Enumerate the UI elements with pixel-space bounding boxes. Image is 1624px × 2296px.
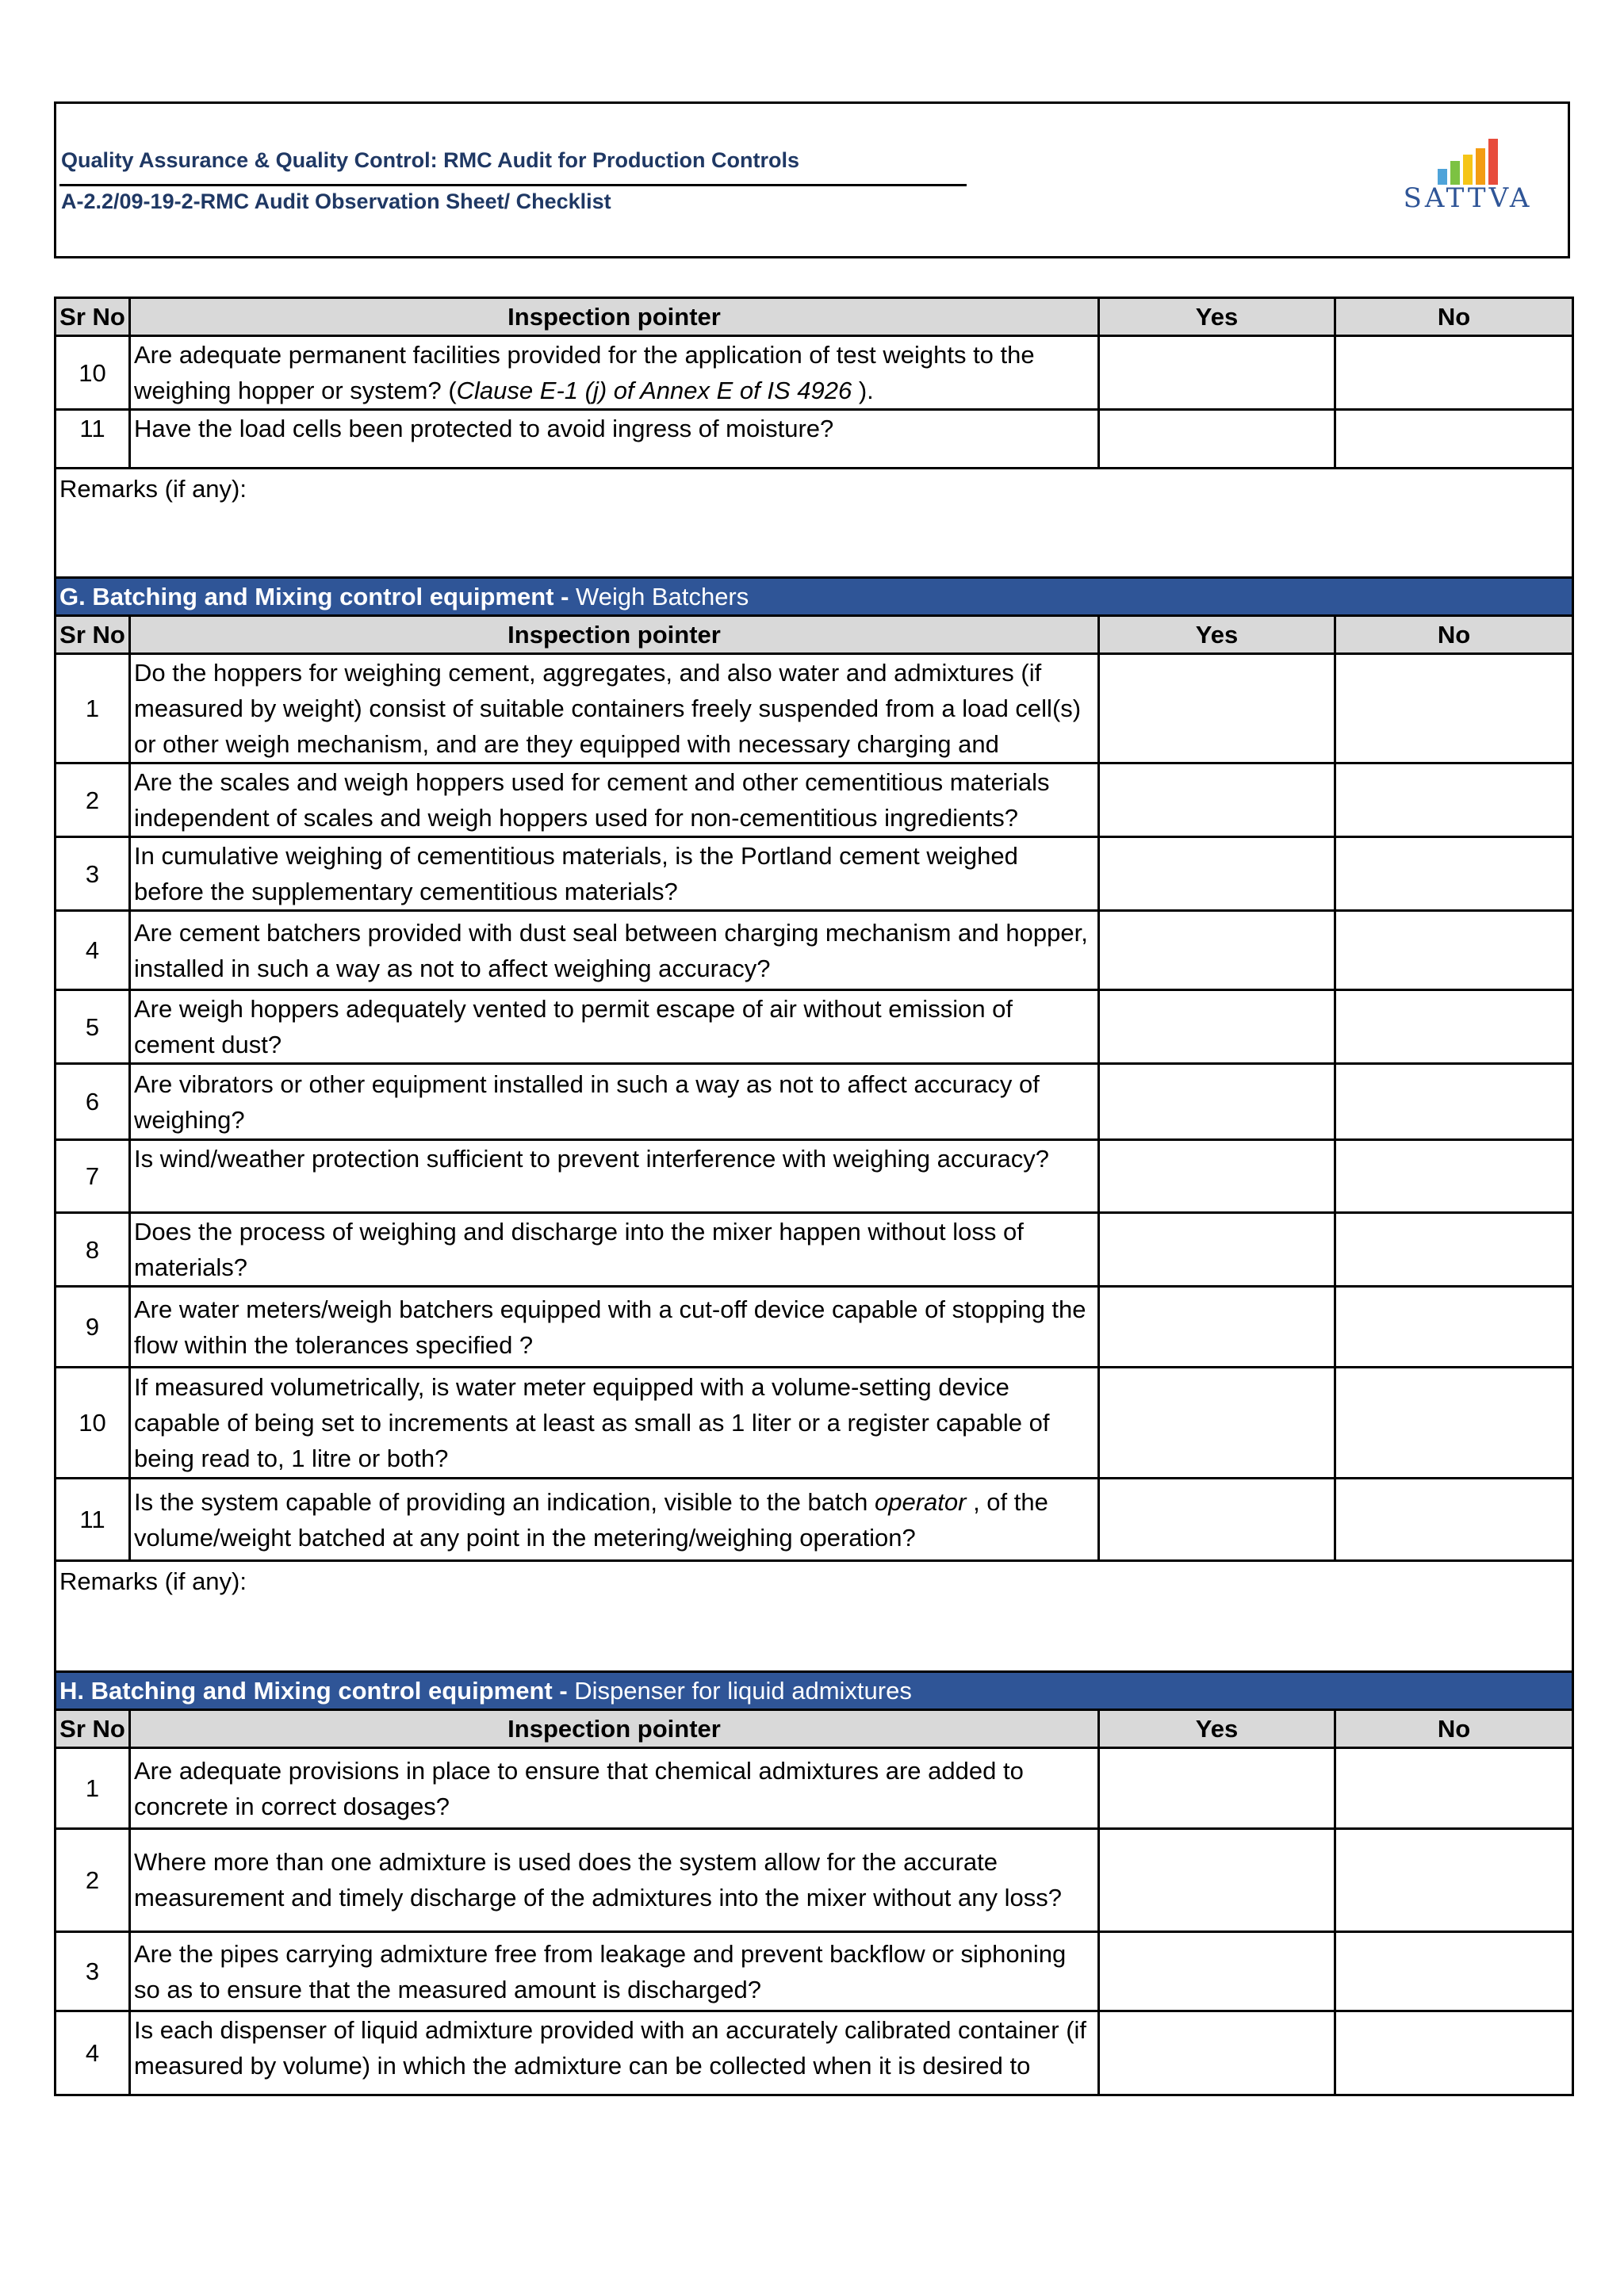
row-number: 7 xyxy=(56,1140,130,1213)
row-number: 2 xyxy=(56,763,130,837)
yes-cell[interactable] xyxy=(1099,1829,1335,1932)
yes-cell[interactable] xyxy=(1099,654,1335,763)
no-cell[interactable] xyxy=(1335,1064,1573,1140)
no-cell[interactable] xyxy=(1335,1829,1573,1932)
yes-cell[interactable] xyxy=(1099,1479,1335,1561)
row-number: 5 xyxy=(56,990,130,1064)
document-subtitle: A-2.2/09-19-2-RMC Audit Observation Sheet/ Checklist xyxy=(61,189,611,213)
table-row xyxy=(56,336,1573,410)
document-header xyxy=(54,101,1570,258)
yes-cell[interactable] xyxy=(1099,1140,1335,1213)
remarks-row xyxy=(56,469,1573,578)
title-underline xyxy=(59,184,967,186)
row-number: 1 xyxy=(56,654,130,763)
no-cell[interactable] xyxy=(1335,1287,1573,1368)
sattva-logo xyxy=(1388,134,1547,221)
col-yes-header: Yes xyxy=(1099,298,1335,336)
inspection-pointer: Where more than one admixture is used does the system allow for the accurate measurement and timely discharge of the admixtures into the mixer without any loss? xyxy=(130,1829,1099,1932)
row-number: 8 xyxy=(56,1213,130,1287)
no-cell[interactable] xyxy=(1335,1140,1573,1213)
col-pointer-header: Inspection pointer xyxy=(130,298,1099,336)
yes-cell[interactable] xyxy=(1099,1932,1335,2011)
table-row xyxy=(56,1213,1573,1287)
row-number: 10 xyxy=(56,1368,130,1479)
section-g-title: G. Batching and Mixing control equipment - xyxy=(59,583,576,610)
no-cell[interactable] xyxy=(1335,837,1573,911)
table-row xyxy=(56,410,1573,469)
col-sr-header: Sr No xyxy=(56,616,130,654)
section-g-header xyxy=(56,578,1573,616)
no-cell[interactable] xyxy=(1335,1748,1573,1829)
table-row xyxy=(56,837,1573,911)
yes-cell[interactable] xyxy=(1099,1213,1335,1287)
section-h-title: H. Batching and Mixing control equipment - xyxy=(59,1677,575,1705)
table-row xyxy=(56,1064,1573,1140)
inspection-pointer: Are cement batchers provided with dust seal between charging mechanism and hopper, installed in such a way as not to affect weighing accuracy? xyxy=(130,911,1099,990)
col-sr-header: Sr No xyxy=(56,1710,130,1748)
row-number: 1 xyxy=(56,1748,130,1829)
yes-cell[interactable] xyxy=(1099,837,1335,911)
no-cell[interactable] xyxy=(1335,1479,1573,1561)
inspection-pointer: Are weigh hoppers adequately vented to permit escape of air without emission of cement dust? xyxy=(130,990,1099,1064)
no-cell[interactable] xyxy=(1335,2011,1573,2095)
inspection-pointer: Are the scales and weigh hoppers used for cement and other cementitious materials independent of scales and weigh hoppers used for non-cementitious ingredients? xyxy=(130,763,1099,837)
inspection-pointer: Do the hoppers for weighing cement, aggregates, and also water and admixtures (if measured by weight) consist of suitable containers freely suspended from a load cell(s) or other weigh mechanism, and are they equipped with necessary charging and xyxy=(130,654,1099,763)
no-cell[interactable] xyxy=(1335,990,1573,1064)
remarks-field[interactable]: Remarks (if any): xyxy=(56,469,1573,578)
no-cell[interactable] xyxy=(1335,410,1573,469)
section-g-subtitle: Weigh Batchers xyxy=(576,583,749,610)
table-row xyxy=(56,990,1573,1064)
inspection-pointer: Are adequate provisions in place to ensure that chemical admixtures are added to concrete in correct dosages? xyxy=(130,1748,1099,1829)
row-number: 6 xyxy=(56,1064,130,1140)
remarks-row xyxy=(56,1561,1573,1672)
table-row xyxy=(56,763,1573,837)
table-row xyxy=(56,1932,1573,2011)
table-row xyxy=(56,2011,1573,2095)
inspection-pointer: In cumulative weighing of cementitious materials, is the Portland cement weighed before the supplementary cementitious materials? xyxy=(130,837,1099,911)
row-number: 3 xyxy=(56,1932,130,2011)
no-cell[interactable] xyxy=(1335,654,1573,763)
table-header-row xyxy=(56,1710,1573,1748)
table-row xyxy=(56,1479,1573,1561)
col-sr-header: Sr No xyxy=(56,298,130,336)
yes-cell[interactable] xyxy=(1099,1064,1335,1140)
row-number: 11 xyxy=(56,410,130,469)
row-number: 2 xyxy=(56,1829,130,1932)
inspection-pointer: Are the pipes carrying admixture free from leakage and prevent backflow or siphoning so as to ensure that the measured amount is discharged? xyxy=(130,1932,1099,2011)
yes-cell[interactable] xyxy=(1099,410,1335,469)
table-header-row xyxy=(56,616,1573,654)
remarks-field[interactable]: Remarks (if any): xyxy=(56,1561,1573,1672)
inspection-pointer: Does the process of weighing and discharge into the mixer happen without loss of materials? xyxy=(130,1213,1099,1287)
table-row xyxy=(56,1140,1573,1213)
inspection-pointer: Are water meters/weigh batchers equipped with a cut-off device capable of stopping the flow within the tolerances specified ? xyxy=(130,1287,1099,1368)
inspection-pointer: Is each dispenser of liquid admixture provided with an accurately calibrated container (if measured by volume) in which the admixture can be collected when it is desired to xyxy=(130,2011,1099,2095)
inspection-pointer: Are vibrators or other equipment installed in such a way as not to affect accuracy of weighing? xyxy=(130,1064,1099,1140)
col-pointer-header: Inspection pointer xyxy=(130,616,1099,654)
no-cell[interactable] xyxy=(1335,1213,1573,1287)
row-number: 4 xyxy=(56,2011,130,2095)
table-row xyxy=(56,654,1573,763)
no-cell[interactable] xyxy=(1335,336,1573,410)
yes-cell[interactable] xyxy=(1099,2011,1335,2095)
row-number: 4 xyxy=(56,911,130,990)
inspection-pointer: Have the load cells been protected to avoid ingress of moisture? xyxy=(130,410,1099,469)
table-header-row xyxy=(56,298,1573,336)
table-row xyxy=(56,1748,1573,1829)
yes-cell[interactable] xyxy=(1099,911,1335,990)
row-number: 3 xyxy=(56,837,130,911)
no-cell[interactable] xyxy=(1335,1368,1573,1479)
checklist-table xyxy=(54,297,1574,2096)
inspection-pointer: Are adequate permanent facilities provided for the application of test weights to the weighing hopper or system? (Clause E-1 (j) of Annex E of IS 4926 ). xyxy=(130,336,1099,410)
logo-text: SATTVA xyxy=(1403,182,1533,214)
yes-cell[interactable] xyxy=(1099,990,1335,1064)
no-cell[interactable] xyxy=(1335,1932,1573,2011)
inspection-pointer: Is the system capable of providing an indication, visible to the batch operator , of the volume/weight batched at any point in the metering/weighing operation? xyxy=(130,1479,1099,1561)
table-row xyxy=(56,1368,1573,1479)
table-row xyxy=(56,911,1573,990)
col-yes-header: Yes xyxy=(1099,1710,1335,1748)
yes-cell[interactable] xyxy=(1099,1748,1335,1829)
table-row xyxy=(56,1287,1573,1368)
section-h-header xyxy=(56,1672,1573,1710)
no-cell[interactable] xyxy=(1335,763,1573,837)
row-number: 11 xyxy=(56,1479,130,1561)
yes-cell[interactable] xyxy=(1099,763,1335,837)
col-no-header: No xyxy=(1335,298,1573,336)
table-row xyxy=(56,1829,1573,1932)
inspection-pointer: If measured volumetrically, is water meter equipped with a volume-setting device capable of being set to increments at least as small as 1 liter or a register capable of being read to, 1 litre or both? xyxy=(130,1368,1099,1479)
inspection-pointer: Is wind/weather protection sufficient to prevent interference with weighing accuracy? xyxy=(130,1140,1099,1213)
section-h-subtitle: Dispenser for liquid admixtures xyxy=(574,1677,912,1705)
yes-cell[interactable] xyxy=(1099,1287,1335,1368)
document-title: Quality Assurance & Quality Control: RMC Audit for Production Controls xyxy=(61,148,800,172)
row-number: 10 xyxy=(56,336,130,410)
yes-cell[interactable] xyxy=(1099,336,1335,410)
col-no-header: No xyxy=(1335,1710,1573,1748)
col-no-header: No xyxy=(1335,616,1573,654)
no-cell[interactable] xyxy=(1335,911,1573,990)
col-yes-header: Yes xyxy=(1099,616,1335,654)
row-number: 9 xyxy=(56,1287,130,1368)
yes-cell[interactable] xyxy=(1099,1368,1335,1479)
col-pointer-header: Inspection pointer xyxy=(130,1710,1099,1748)
